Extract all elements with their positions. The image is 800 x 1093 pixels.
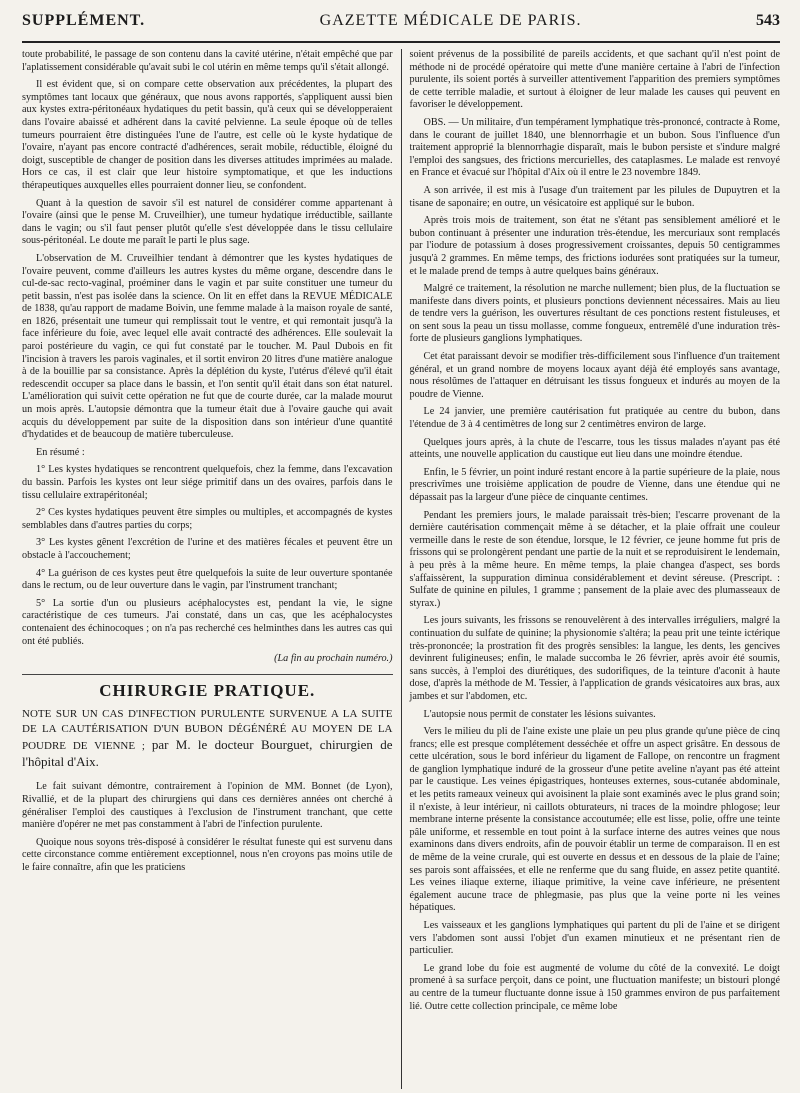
paragraph: Pendant les premiers jours, le malade paraissait très-bien; l'escarre provenant de la dernière cautérisation commençait même à se détacher, et la plaie offrait une couleur vermeille dans le reste de son étendue, lorsque, le 12 février, ce jeune homme fut pris de frissons qui se prolongèrent pendant une partie de la nuit et se reproduisirent le lendemain, à peu près à la même heure. En même temps, la plaie changea d'aspect, ses bords s'affaissèrent, la suppuration diminua considérablement et devint séreuse. (Prescript. : Sulfate de quinine en pilules, 1 gramme ; pansement de la plaie avec des plumasseaux de styrax.) xyxy=(409,509,780,609)
column-divider xyxy=(401,49,402,1089)
header-supplement: SUPPLÉMENT. xyxy=(22,12,146,29)
paragraph: Après trois mois de traitement, son état ne s'étant pas sensiblement amélioré et le bubon continuant à présenter une induration très-étendue, les mercuriaux sont remplacés par l'iodure de potassium à doses progressivement croissantes, depuis 50 centigrammes jusqu'à 2 grammes. En même temps, des frictions iodurées sont pratiquées sur la tumeur, et le malade prend de temps à autre quelques bains généraux. xyxy=(409,215,780,277)
paragraph: L'observation de M. Cruveilhier tendant à démontrer que les kystes hydatiques de l'ovaire peuvent, comme d'ailleurs les autres kystes du même organe, descendre dans le cul-de-sac recto-vaginal, proéminer dans le vagin et par suite constituer une tumeur du petit bassin, n'est pas isolée dans la science. On lit en effet dans la REVUE MÉDICALE de 1838, qu'au rapport de madame Boivin, une femme malade à la maison royale de santé, en 1826, présentait une tumeur qui remplissait tout le ventre, et qui remontait jusqu'à la face inférieure du foie, avec lequel elle avait contracté des adhérences. Elle soulevait la paroi postérieure du vagin, ce qui fut constaté par le toucher. M. Paul Dubois en fit l'incision à travers les parois vaginales, et il sortit environ 20 litres d'une matière analogue à de la bouillie par sa consistance. Après la déplétion du kyste, l'utérus d'élevé qu'il était redescendit occuper sa place dans le bassin, et l'on sentit qu'il était dans son état naturel. L'amélioration qui suivit cette opération ne fut que de courte durée, car la malade mourut un mois après. L'autopsie démontra que la tumeur était due à l'ovaire gauche qui avait acquis du développement par suite de la disposition dans son intérieur d'une quantité d'hydatides et de beaucoup de matière tuberculeuse. xyxy=(22,252,393,441)
paragraph: Le 24 janvier, une première cautérisation fut pratiquée au centre du bubon, dans l'étendue de 3 à 4 centimètres de long sur 2 centimètres environ de large. xyxy=(409,406,780,431)
section-title: CHIRURGIE PRATIQUE. xyxy=(99,680,316,700)
continued-note: (La fin au prochain numéro.) xyxy=(274,653,393,665)
header-page-number: 543 xyxy=(756,12,780,29)
paragraph: En résumé : xyxy=(36,446,85,458)
article-title-text: NOTE SUR UN CAS D'INFECTION PURULENTE SURVENUE A LA SUITE DE LA CAUTÉRISATION D'UN BUBON DÉGÉNÉRÉ AU MOYEN DE LA POUDRE DE VIENNE ; xyxy=(22,708,393,753)
paragraph: Quelques jours après, à la chute de l'escarre, tous les tissus malades n'ayant pas été atteints, une nouvelle application du caustique eut lieu dans une moindre étendue. xyxy=(409,436,780,461)
paragraph: Cet état paraissant devoir se modifier très-difficilement sous l'influence d'un traitement général, et un grand nombre de moyens locaux ayant déjà été employés sans avantage, nous résolûmes de l'attaquer en détruisant les tissus fongueux et indurés au moyen de la poudre de Vienne. xyxy=(409,351,780,400)
paragraph: Il est évident que, si on compare cette observation aux précédentes, la plupart des symptômes tant locaux que généraux, que nous avons rapportés, s'appliquent aussi bien aux kystes extra-péritonéaux hydatiques du petit bassin, qu'à ceux qui se développeraient dans l'ovaire abaissé et adhérent dans la cavité pelvienne. La seule époque où de telles tumeurs pourraient être distinguées l'une de l'autre, est celle où le kyste hydatique de l'ovaire, n'ayant pas encore contracté d'adhérences, serait mobile, réductible, éloigné du doigt, susceptible de changer de position dans les diverses attitudes imprimées au malade. Hors ce cas, il est clair que leur histoire symptomatique, et que les inductions thérapeutiques auxquelles elles pourraient donner lieu, se confondent. xyxy=(22,79,393,191)
paragraph: toute probabilité, le passage de son contenu dans la cavité utérine, n'était empêché que par l'aplatissement considérable qu'avait subi le col utérin en même temps qu'il s'était allongé. xyxy=(22,49,393,73)
summary-item: 5° La sortie d'un ou plusieurs acéphalocystes est, pendant la vie, le signe caractéristique de ces tumeurs. J'ai constaté, dans un cas, que les acéphalocystes contenaient des échinocoques ; on n'a pas recherché ces helminthes dans les autres cas qui ont été publiés. xyxy=(22,597,393,647)
paragraph: Le fait suivant démontre, contrairement à l'opinion de MM. Bonnet (de Lyon), Rivallié, et de la plupart des chirurgiens qui dans ces dernières années ont cherché à généraliser l'emploi des caustiques à l'exclusion de l'instrument tranchant, que cette manière d'opérer ne met pas constamment à l'abri de l'infection purulente. xyxy=(22,781,393,831)
paragraph: Quoique nous soyons très-disposé à considérer le résultat funeste qui est survenu dans cette circonstance comme entièrement exceptionnel, nous n'en croyons pas moins utile de le faire connaître, afin que les praticiens xyxy=(22,836,393,873)
summary-item: 1° Les kystes hydatiques se rencontrent quelquefois, chez la femme, dans l'excavation du bassin. Parfois les kystes ont leur siége primitif dans un des ovaires, parfois dans le tissu cellulaire extrapéritonéal; xyxy=(22,464,393,501)
paragraph: Vers le milieu du pli de l'aine existe une plaie un peu plus grande qu'une pièce de cinq francs; elle est presque complétement desséchée et offre un aspect grisâtre. En dessous de cette ulcération, sous le bord inférieur du ligament de Fallope, on rencontre un fragment de ganglion lymphatique induré de la grosseur d'une petite aveline n'ayant pas été atteint par le caustique. Les veines épigastriques, honteuses externes, sous-cutanée abdominale, et les petits rameaux veineux qui avoisinent la plaie sont examinés avec le plus grand soin; il n'existe, à leur intérieur, ni caillots obturateurs, ni traces de la moindre phlogose; leur membrane interne présente la consistance accoutumée; elle est lisse, polie, offre une teinte pâle uniforme, et ressemble en tout point à la surface interne des autres veines que nous examinons dans divers endroits, afin de pouvoir établir un terme de comparaison. Il en est de même de la veine crurale, qui est ouverte en dessus et en dessous de la plaie de l'aine; ses parois sont affaissées, et elle ne renferme que du sang fluide, en assez petite quantité. Les veines iliaque externe, iliaque primitive, la veine cave inférieure, ne présentent également aucune trace de phlegmasie, pas plus que la veine porte ni les veines hépatiques. xyxy=(409,726,780,914)
two-column-body xyxy=(22,49,780,1089)
section-separator xyxy=(22,674,393,675)
summary-item: 2° Ces kystes hydatiques peuvent être simples ou multiples, et accompagnés de kystes semblables dans d'autres parties du corps; xyxy=(22,507,393,531)
right-column xyxy=(409,49,780,1089)
observation-paragraph: OBS. — Un militaire, d'un tempérament lymphatique très-prononcé, contracte à Rome, dans le courant de juillet 1840, une blennorrhagie et un bubon. Sous l'influence d'un traitement approprié la blennorrhagie disparaît, mais le bubon persiste et s'indure malgré l'emploi des sangsues, des frictions mercurielles, des cataplasmes. Le malade est renvoyé en France et évacué sur l'hôpital d'Aix où il entre le 23 novembre 1849. xyxy=(409,116,780,179)
article-author: par M. le docteur Bourguet, chirurgien de l'hôpital d'Aix. xyxy=(22,737,393,770)
paragraph: Enfin, le 5 février, un point induré restant encore à la partie supérieure de la plaie, nous prescrivîmes une troisième application de poudre de Vienne, dans une étendue qui ne dépassait pas la largeur d'une pièce de cinquante centimes. xyxy=(409,466,780,503)
paragraph: Malgré ce traitement, la résolution ne marche nullement; bien plus, de la fluctuation se manifeste dans divers points, et plusieurs ponctions deviennent nécessaires. Mais au lieu de tendre vers la guérison, les ouvertures résultant de ces ponctions restent fistuleuses, et on sent sous la peau un tissu mollasse, comme fongueux, entremêlé d'une induration très-forte de plusieurs ganglions lymphatiques. xyxy=(409,283,780,345)
paragraph: Les jours suivants, les frissons se renouvelèrent à des intervalles irréguliers, malgré la continuation du sulfate de quinine; la physionomie s'altéra; la peau prit une teinte ictérique très-prononcée; la prostration fit des progrès sensibles: la langue, les dents, les gencives devinrent fuligineuses; enfin, le malade succomba le 26 février, après avoir été soumis, sans succès, à l'emploi des diurétiques, des sudorifiques, de la teinture d'aconit à haute dose, d'après la méthode de M. Tessier, à l'application de grands vésicatoires aux bras, aux jambes et sur l'abdomen, etc. xyxy=(409,615,780,702)
paragraph: Les vaisseaux et les ganglions lymphatiques qui partent du pli de l'aine et se dirigent vers l'abdomen sont aussi l'objet d'un examen minutieux et ne présentant rien de particulier. xyxy=(409,920,780,957)
running-header xyxy=(22,12,780,38)
header-rule xyxy=(22,41,780,43)
summary-item: 4° La guérison de ces kystes peut être quelquefois la suite de leur ouverture spontanée dans le rectum, ou de leur ouverture dans le vagin, par l'instrument tranchant; xyxy=(22,567,393,592)
paragraph: soient prévenus de la possibilité de pareils accidents, et que sachant qu'il n'est point de méthode ni de procédé opératoire qui mette d'une manière certaine à l'abri de l'infection purulente, ils soient portés à surveiller attentivement l'apparition des premiers symptômes de cette terrible maladie, et surtout à éloigner de leur malade les causes qui peuvent en favoriser le développement. xyxy=(409,49,780,111)
paragraph: L'autopsie nous permit de constater les lésions suivantes. xyxy=(423,708,656,720)
paragraph: Quant à la question de savoir s'il est naturel de considérer comme appartenant à l'ovaire (ainsi que le pense M. Cruveilhier), une tumeur hydatique irréductible, saillante dans le vagin; ou s'il faut penser plutôt qu'elle s'est développée dans le tissu cellulaire sous-péritonéal. Le doute me paraît le parti le plus sage. xyxy=(22,197,393,247)
left-column xyxy=(22,49,393,1089)
paragraph: A son arrivée, il est mis à l'usage d'un traitement par les pilules de Dupuytren et la tisane de saponaire; en outre, un vésicatoire est appliqué sur le bubon. xyxy=(409,184,780,209)
paragraph: Le grand lobe du foie est augmenté de volume du côté de la convexité. Le doigt promené à sa surface perçoit, dans ce point, une fluctuation manifeste; un bistouri plongé au centre de la tumeur fluctuante donne issue à 150 grammes environ de pus parfaitement lié. Outre cette collection principale, ce même lobe xyxy=(409,962,780,1012)
summary-item: 3° Les kystes gênent l'excrétion de l'urine et des matières fécales et peuvent être un obstacle à l'accouchement; xyxy=(22,537,393,561)
header-journal-title: GAZETTE MÉDICALE DE PARIS. xyxy=(319,12,582,29)
article-title xyxy=(22,707,393,771)
